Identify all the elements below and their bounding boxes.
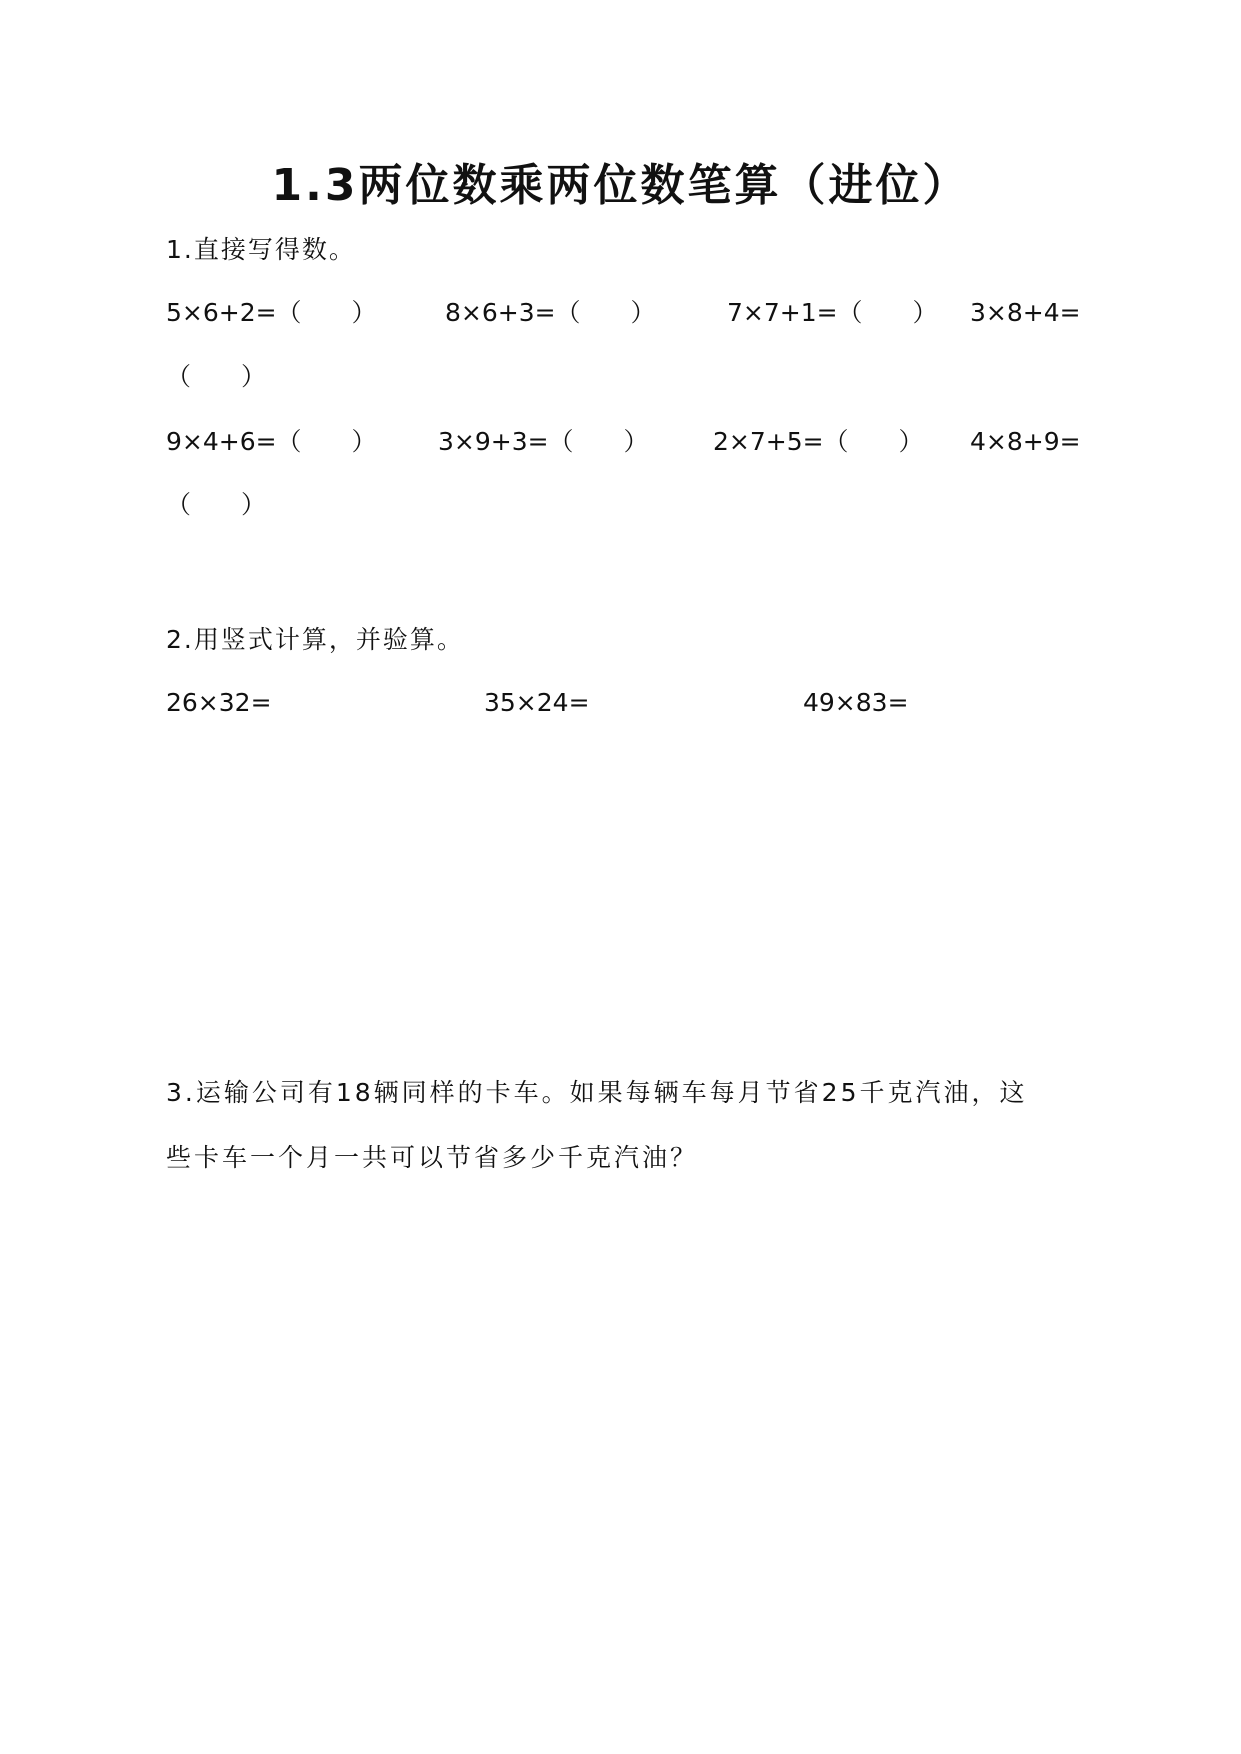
expression-1: 5×6+2=（ ） xyxy=(166,298,377,327)
answer-blank: （ ） xyxy=(166,490,267,519)
question-3-line-2: 些卡车一个月一共可以节省多少千克汽油？ xyxy=(166,1143,699,1172)
question-1-heading: 1.直接写得数。 xyxy=(166,235,356,264)
expression-2: 8×6+3=（ ） xyxy=(445,298,656,327)
question-2-heading: 2.用竖式计算，并验算。 xyxy=(166,625,464,654)
page-title: 1.3两位数乘两位数笔算（进位） xyxy=(271,160,970,211)
expression-7: 2×7+5=（ ） xyxy=(713,427,924,456)
expression-8: 4×8+9= xyxy=(970,427,1081,456)
answer-blank: （ ） xyxy=(166,362,267,391)
expression-4: 3×8+4= xyxy=(970,298,1081,327)
expression-3: 7×7+1=（ ） xyxy=(727,298,938,327)
question-3-line-1: 3.运输公司有18辆同样的卡车。如果每辆车每月节省25千克汽油，这 xyxy=(166,1078,1028,1107)
vertical-calc-item-1: 26×32= xyxy=(166,688,272,717)
vertical-calc-item-2: 35×24= xyxy=(484,688,590,717)
vertical-calc-item-3: 49×83= xyxy=(803,688,909,717)
expression-5: 9×4+6=（ ） xyxy=(166,427,377,456)
expression-6: 3×9+3=（ ） xyxy=(438,427,649,456)
